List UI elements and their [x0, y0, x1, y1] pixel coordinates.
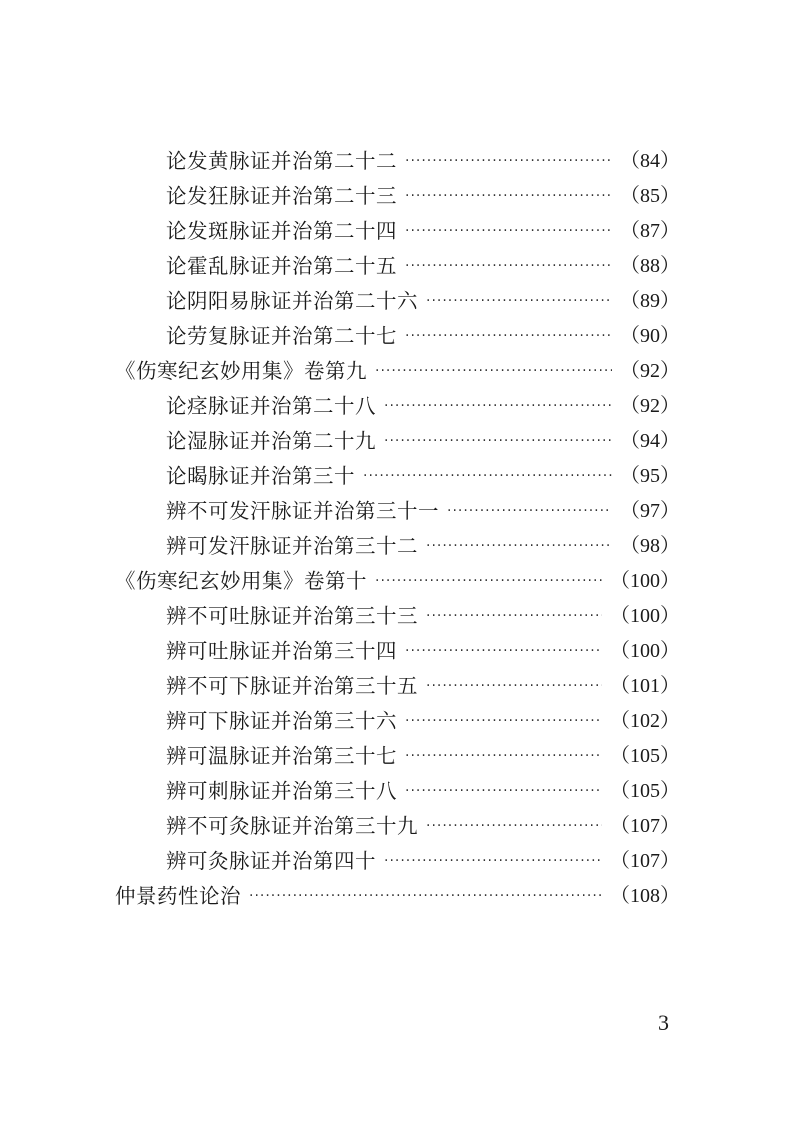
toc-entry-page: （92） — [620, 395, 680, 417]
toc-entry[interactable] — [166, 526, 680, 561]
toc-entry-title: 论劳复脉证并治第二十七 — [166, 323, 397, 348]
toc-dot-leader — [249, 888, 602, 904]
toc-dot-leader — [375, 363, 612, 379]
toc-entry[interactable] — [166, 701, 680, 736]
toc-entry-title: 辨不可吐脉证并治第三十三 — [166, 603, 418, 628]
toc-entry-title: 论发斑脉证并治第二十四 — [166, 218, 397, 243]
toc-entry[interactable] — [166, 281, 680, 316]
toc-entry-title: 辨可温脉证并治第三十七 — [166, 743, 397, 768]
toc-entry[interactable] — [166, 596, 680, 631]
toc-dot-leader — [384, 433, 612, 449]
toc-entry-page: （97） — [620, 500, 680, 522]
toc-entry[interactable] — [166, 141, 680, 176]
toc-entry-title: 论痉脉证并治第二十八 — [166, 393, 376, 418]
toc-entry-page: （101） — [610, 675, 680, 697]
toc-entry[interactable] — [166, 246, 680, 281]
toc-dot-leader — [426, 608, 602, 624]
toc-entry-page: （100） — [610, 570, 680, 592]
toc-entry[interactable] — [166, 666, 680, 701]
toc-entry-title: 辨不可下脉证并治第三十五 — [166, 673, 418, 698]
toc-entry-title: 辨可吐脉证并治第三十四 — [166, 638, 397, 663]
toc-entry[interactable] — [166, 771, 680, 806]
toc-entry[interactable] — [166, 386, 680, 421]
toc-entry-title: 辨可发汗脉证并治第三十二 — [166, 533, 418, 558]
toc-entry-title: 论暍脉证并治第三十 — [166, 463, 355, 488]
toc-dot-leader — [405, 258, 612, 274]
toc-entry-page: （105） — [610, 745, 680, 767]
toc-entry-title: 辨可下脉证并治第三十六 — [166, 708, 397, 733]
toc-entry-title: 论阴阳易脉证并治第二十六 — [166, 288, 418, 313]
toc-entry-page: （92） — [620, 360, 680, 382]
toc-dot-leader — [405, 783, 602, 799]
toc-entry[interactable] — [166, 841, 680, 876]
toc-entry-page: （87） — [620, 220, 680, 242]
toc-entry[interactable] — [166, 491, 680, 526]
toc-entry-page: （85） — [620, 185, 680, 207]
toc-entry[interactable] — [166, 211, 680, 246]
toc-entry-title: 论霍乱脉证并治第二十五 — [166, 253, 397, 278]
toc-volume-entry[interactable] — [115, 351, 680, 386]
toc-dot-leader — [375, 573, 602, 589]
toc-entry-title: 辨不可发汗脉证并治第三十一 — [166, 498, 439, 523]
toc-entry-page: （89） — [620, 290, 680, 312]
toc-entry-title: 仲景药性论治 — [115, 883, 241, 908]
toc-dot-leader — [426, 293, 612, 309]
toc-entry-title: 《伤寒纪玄妙用集》卷第九 — [115, 358, 367, 383]
toc-entry[interactable] — [166, 456, 680, 491]
toc-entry-title: 论湿脉证并治第二十九 — [166, 428, 376, 453]
toc-dot-leader — [447, 503, 612, 519]
toc-entry-page: （107） — [610, 850, 680, 872]
toc-dot-leader — [426, 678, 602, 694]
toc-entry[interactable] — [166, 736, 680, 771]
toc-entry-title: 《伤寒纪玄妙用集》卷第十 — [115, 568, 367, 593]
toc-entry-page: （98） — [620, 535, 680, 557]
toc-entry-page: （100） — [610, 605, 680, 627]
toc-entry-page: （90） — [620, 325, 680, 347]
toc-entry-title: 论发狂脉证并治第二十三 — [166, 183, 397, 208]
toc-dot-leader — [363, 468, 612, 484]
page-number: 3 — [658, 1010, 669, 1035]
toc-entry-page: （84） — [620, 150, 680, 172]
toc-entry-page: （88） — [620, 255, 680, 277]
toc-dot-leader — [405, 328, 612, 344]
toc-dot-leader — [384, 398, 612, 414]
toc-dot-leader — [384, 853, 602, 869]
toc-entry-page: （94） — [620, 430, 680, 452]
toc-entry-title: 辨不可灸脉证并治第三十九 — [166, 813, 418, 838]
toc-dot-leader — [405, 223, 612, 239]
table-of-contents — [0, 141, 800, 911]
toc-dot-leader — [405, 153, 612, 169]
toc-dot-leader — [405, 713, 602, 729]
toc-entry[interactable] — [166, 806, 680, 841]
toc-entry-page: （102） — [610, 710, 680, 732]
toc-dot-leader — [405, 188, 612, 204]
toc-entry-title: 辨可刺脉证并治第三十八 — [166, 778, 397, 803]
toc-dot-leader — [405, 748, 602, 764]
toc-dot-leader — [426, 818, 602, 834]
toc-entry[interactable] — [166, 176, 680, 211]
toc-entry-page: （100） — [610, 640, 680, 662]
toc-entry-page: （108） — [610, 885, 680, 907]
toc-dot-leader — [426, 538, 612, 554]
toc-entry-page: （105） — [610, 780, 680, 802]
toc-volume-entry[interactable] — [115, 561, 680, 596]
toc-entry[interactable] — [166, 316, 680, 351]
toc-volume-entry[interactable] — [115, 876, 680, 911]
toc-entry-title: 辨可灸脉证并治第四十 — [166, 848, 376, 873]
toc-entry-title: 论发黄脉证并治第二十二 — [166, 148, 397, 173]
toc-entry-page: （95） — [620, 465, 680, 487]
toc-entry[interactable] — [166, 631, 680, 666]
toc-dot-leader — [405, 643, 602, 659]
toc-entry[interactable] — [166, 421, 680, 456]
toc-entry-page: （107） — [610, 815, 680, 837]
